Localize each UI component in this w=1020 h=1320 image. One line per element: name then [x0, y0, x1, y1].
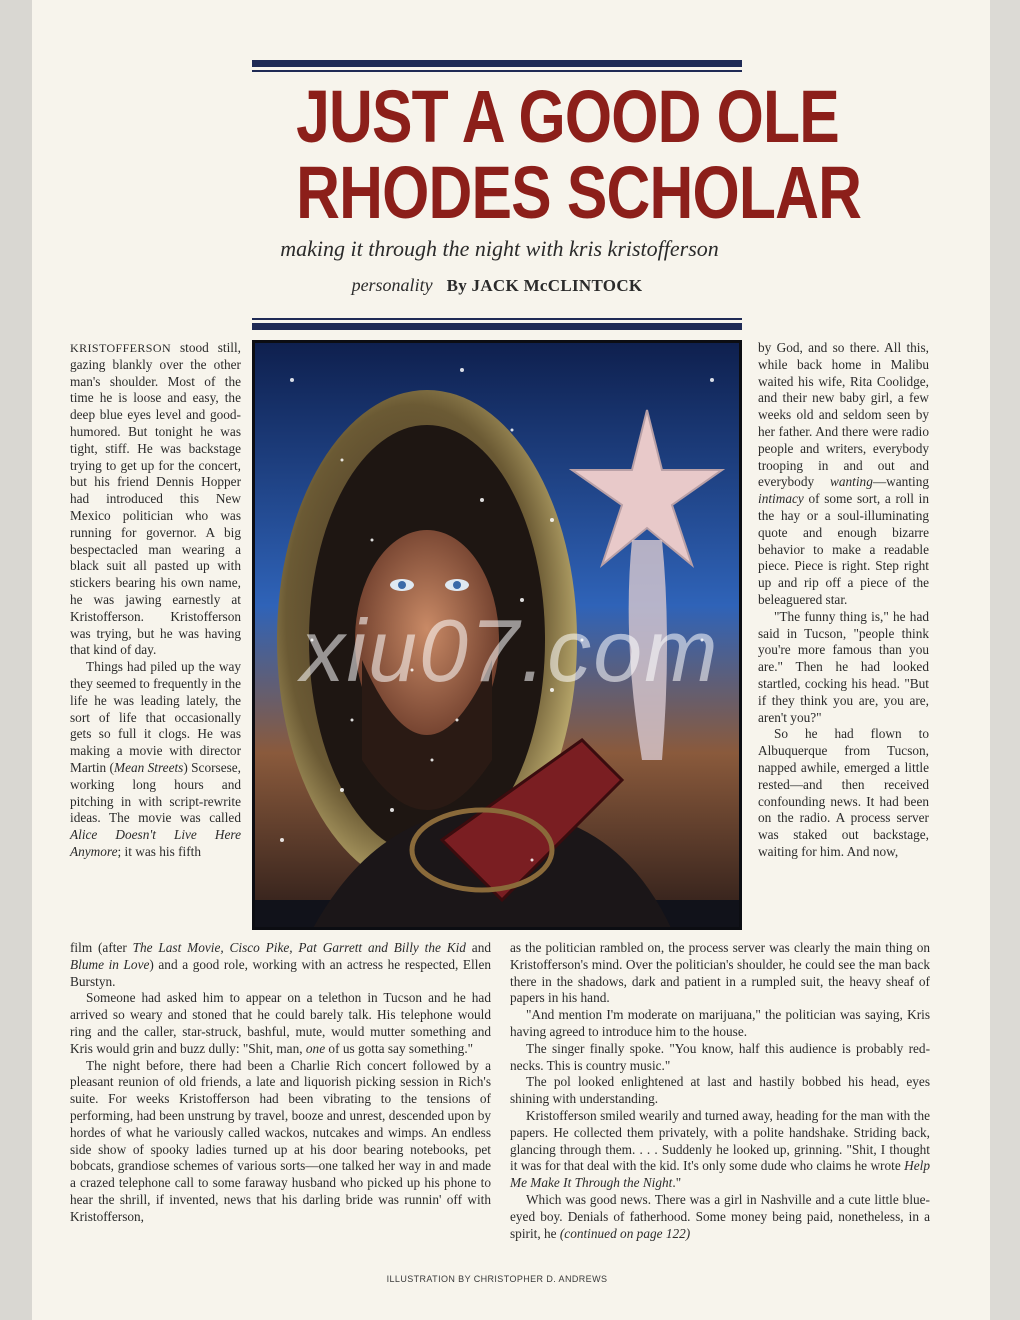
header-rule-top-thin: [252, 70, 742, 72]
continuation-note: (continued on page 122): [559, 1225, 691, 1241]
kristofferson-illustration: [252, 340, 742, 930]
paragraph: The night before, there had been a Charlie Rich concert followed by a pleasant reunion of old friends, a late and liquorish picking session in Rich's suite. For weeks Kristofferson had been vibrating to the tensions of performing, had been unstrung by travel, booze and unrest, descended upon by hordes of what he variously called wackos, nutcakes and wimps. An endless side show of spooky ladies turned up at his door bearing notebooks, pet bobcats, grandiose schemes of various sorts—one talked her way in and made a crazed telephone call to some faraway husband who picked up his phone to hear the shrill, if invented, news that his darling bride was runnin' off with Kristofferson,: [70, 1057, 491, 1224]
headline-line-2: RHODES SCHOLAR: [296, 151, 862, 234]
watermark: xiu07.com: [300, 601, 720, 700]
paragraph: as the politician rambled on, the process server was clearly the main thing on Kristofferson's mind. Over the politician's shoulder, he could see the man back there in the shadows, dark and patient in a rumpled suit, the heavy sheaf of papers in his hand.: [510, 940, 930, 1006]
paragraph: Which was good news. There was a girl in Nashville and a cute little blue-eyed boy. Denials of fatherhood. Some money being paid, nonetheless, in a spirit, he (continued on page 122): [510, 1191, 930, 1241]
body-column-bottom-left: [70, 940, 491, 1226]
page-margin-left: [0, 0, 32, 1320]
header-rule-bottom-thin: [252, 318, 742, 320]
lead-in: KRISTOFFERSON: [70, 341, 172, 355]
paragraph: "And mention I'm moderate on marijuana," the politician was saying, Kris having agreed to introduce him to the house.: [510, 1007, 930, 1039]
paragraph: Things had piled up the way they seemed to frequently in the life he was leading lately, the sort of life that occasionally gets so full it clogs. He was making a movie with director Martin (Mean Streets) Scorsese, working long hours and pitching in with script-rewrite ideas. The movie was called Alice Doesn't Live Here Anymore; it was his fifth: [70, 659, 241, 859]
author-byline: By JACK McCLINTOCK: [446, 276, 643, 295]
body-column-left: [70, 340, 241, 861]
header-rule-bottom: [252, 323, 742, 330]
paragraph: "The funny thing is," he had said in Tucson, "people think you're more famous than you are." Then he had looked startled, cocking his head. "But if they think you are, you are, aren't you?": [758, 608, 929, 725]
page-margin-right: [990, 0, 1020, 1320]
paragraph: The pol looked enlightened at last and hastily bobbed his head, eyes shining with understanding.: [510, 1074, 930, 1107]
paragraph: by God, and so there. All this, while back home in Malibu waited his wife, Rita Coolidge, and their new baby girl, a few weeks old and seldom seen by her father. And there were radio people and writers, everybody trooping in and out and everybody wanting—wanting intimacy of some sort, a roll in the hay or a soul-illuminating quote and enough bizarre behavior to make a readable piece. Piece is right. Step right up and rip off a piece of the beleaguered star.: [758, 340, 929, 607]
paragraph: Someone had asked him to appear on a telethon in Tucson and he had arrived so weary and stoned that he could barely talk. His telephone would ring and the caller, star-struck, bashful, mute, would mutter something and Kris would grin and buzz dully: "Shit, man, one of us gotta say something.": [70, 990, 491, 1056]
paragraph: KRISTOFFERSON stood still, gazing blankly over the other man's shoulder. Most of the time he is loose and easy, the deep blue eyes level and good-humored. But tonight he was tight, stiff. He was backstage trying to get up for the concert, but his friend Dennis Hopper had introduced this New Mexico politician who was running for governor. A big bespectacled man wearing a black suit all pasted up with stickers bearing his own name, he was jawing earnestly at Kristofferson. Kristofferson was trying, but he was having that kind of day.: [70, 340, 241, 658]
paragraph: So he had flown to Albuquerque from Tucson, napped awhile, emerged a little rested—and then received confounding news. It had been on the radio. A process server was staked out backstage, waiting for him. And now,: [758, 726, 929, 859]
header-rule-top: [252, 60, 742, 67]
paragraph: Kristofferson smiled wearily and turned away, heading for the man with the papers. He collected them privately, with a polite handshake. Striding back, glancing through them. . . . Suddenly he looked up, grinning. "Shit, I thought it was for that deal with the kid. It's only some dude who claims he wrote Help Me Make It Through the Night.": [510, 1107, 930, 1191]
body-column-right: [758, 340, 929, 861]
section-kicker: personality: [351, 275, 433, 295]
headline-line-1: JUST A GOOD OLE: [296, 75, 839, 158]
byline: [252, 275, 742, 296]
illustration-credit: ILLUSTRATION BY CHRISTOPHER D. ANDREWS: [386, 1274, 608, 1284]
paragraph: film (after The Last Movie, Cisco Pike, Pat Garrett and Billy the Kid and Blume in Love) and a good role, working with an actress he respected, Ellen Burstyn.: [70, 940, 492, 989]
body-column-bottom-right: [510, 940, 930, 1242]
paragraph: The singer finally spoke. "You know, half this audience is probably red-necks. This is country music.": [510, 1040, 930, 1073]
subtitle: making it through the night with kris kristofferson: [280, 236, 719, 261]
